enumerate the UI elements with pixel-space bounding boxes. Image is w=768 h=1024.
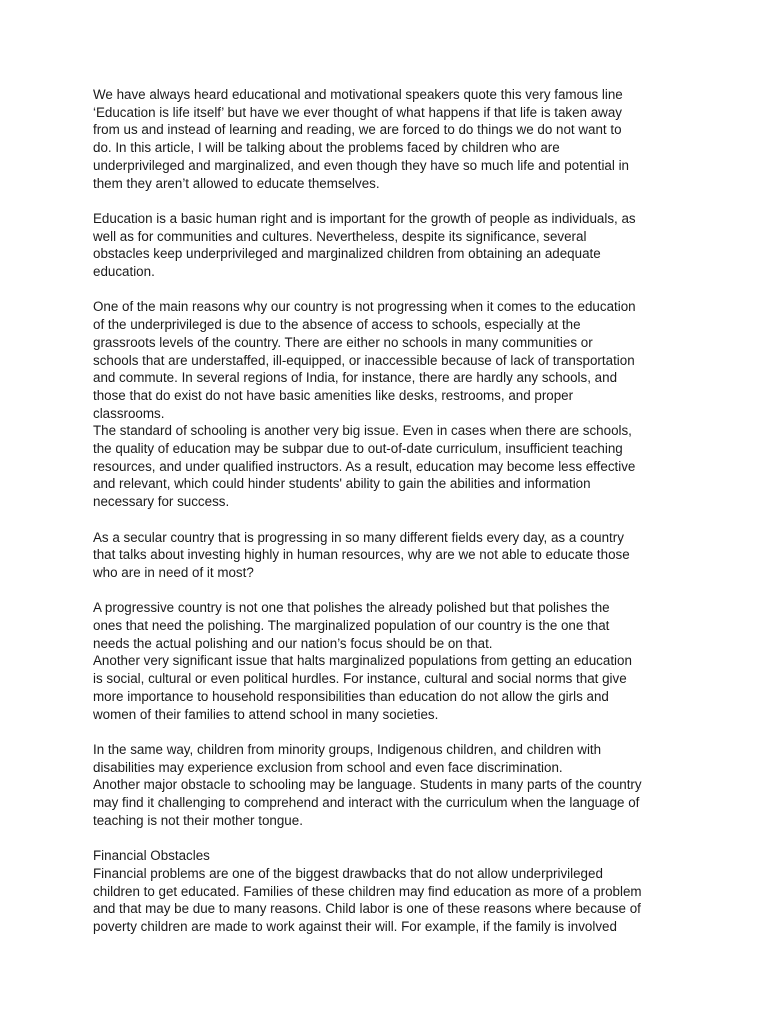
paragraph-basic-right: Education is a basic human right and is important for the growth of people as individuals, as well as for communities and cultures. Nevertheless, despite its significance, several obstacles keep underprivileged and marginalized children from obtaining an adequate education. xyxy=(93,210,636,280)
document-page xyxy=(93,86,683,936)
paragraph-social-cultural-hurdles: Another very significant issue that halts marginalized populations from getting an education is social, cultural or even political hurdles. For instance, cultural and social norms that give more importance to household responsibilities than education do not allow the girls and women of their families to attend school in many societies. xyxy=(93,653,632,722)
paragraph-gap xyxy=(93,829,683,847)
paragraph-progressive-country: A progressive country is not one that polishes the already polished but that polishes the ones that need the polishing. The marginalized population of our country is the one that needs the actual polishing and our nation’s focus should be on that. xyxy=(93,600,610,651)
paragraph-gap xyxy=(93,582,683,600)
paragraph-gap xyxy=(93,723,683,741)
paragraph-gap xyxy=(93,511,683,529)
paragraph-gap xyxy=(93,192,683,210)
paragraph-gap xyxy=(93,281,683,299)
section-heading-financial-obstacles: Financial Obstacles xyxy=(93,848,210,864)
paragraph-intro: We have always heard educational and motivational speakers quote this very famous line ‘Education is life itself’ but have we ever thought of what happens if that life is taken away from us and instead of learning and reading, we are forced to do things we do not want to do. In this article, I will be talking about the problems faced by children who are underprivileged and marginalized, and even though they have so much life and potential in them they aren’t allowed to educate themselves. xyxy=(93,87,629,191)
paragraph-financial-problems: Financial problems are one of the biggest drawbacks that do not allow underprivileged children to get educated. Families of these children may find education as more of a problem and that may be due to many reasons. Child labor is one of these reasons where because of poverty children are made to work against their will. For example, if the family is involved xyxy=(93,865,642,934)
paragraph-language-obstacle: Another major obstacle to schooling may be language. Students in many parts of the country may find it challenging to comprehend and interact with the curriculum when the language of teaching is not their mother tongue. xyxy=(93,777,642,828)
paragraph-access-to-schools: One of the main reasons why our country is not progressing when it comes to the education of the underprivileged is due to the absence of access to schools, especially at the grassroots levels of the country. There are either no schools in many communities or schools that are understaffed, ill-equipped, or inaccessible because of lack of transportation and commute. In several regions of India, for instance, there are hardly any schools, and those that do exist do not have basic amenities like desks, restrooms, and proper classrooms. xyxy=(93,299,636,421)
paragraph-standard-of-schooling: The standard of schooling is another very big issue. Even in cases when there are schools, the quality of education may be subpar due to out-of-date curriculum, insufficient teaching resources, and under qualified instructors. As a result, education may become less effective and relevant, which could hinder students' ability to gain the abilities and information necessary for success. xyxy=(93,423,636,510)
paragraph-minority-groups: In the same way, children from minority groups, Indigenous children, and children with disabilities may experience exclusion from school and even face discrimination. xyxy=(93,741,602,775)
paragraph-secular-country: As a secular country that is progressing in so many different fields every day, as a country that talks about investing highly in human resources, why are we not able to educate those who are in need of it most? xyxy=(93,529,630,580)
